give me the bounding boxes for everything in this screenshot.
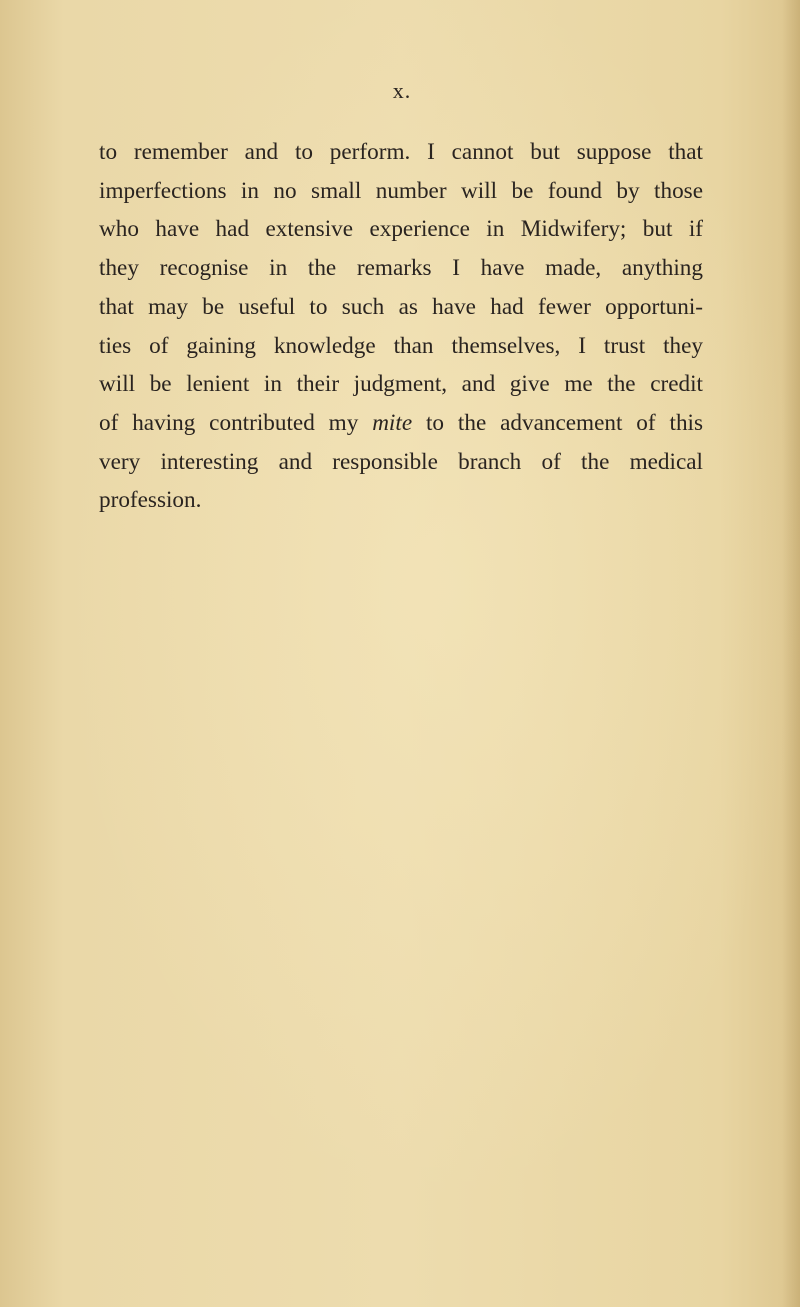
page-edge-shadow (782, 0, 800, 1307)
text-line: profession. (99, 487, 202, 514)
text-line (99, 404, 703, 443)
text-line: imperfections in no small number will be found by those (99, 177, 703, 204)
body-paragraph (99, 133, 703, 520)
page-number: x. (392, 78, 412, 103)
text-line: that may be useful to such as have had fewer opportuni- (99, 293, 703, 320)
text-segment: of having contributed my (99, 409, 373, 436)
text-line: who have had extensive experience in Midwifery; but if (99, 216, 703, 243)
text-line: ties of gaining knowledge than themselves, I trust they (99, 332, 703, 359)
text-line: very interesting and responsible branch of the medical (99, 448, 703, 475)
italic-word: mite (372, 409, 413, 436)
text-segment: to the advancement of this (412, 409, 704, 436)
text-line: to remember and to perform. I cannot but suppose that (99, 139, 703, 165)
text-line: they recognise in the remarks I have made, anything (99, 255, 703, 282)
text-line: will be lenient in their judgment, and give me the credit (99, 371, 703, 398)
